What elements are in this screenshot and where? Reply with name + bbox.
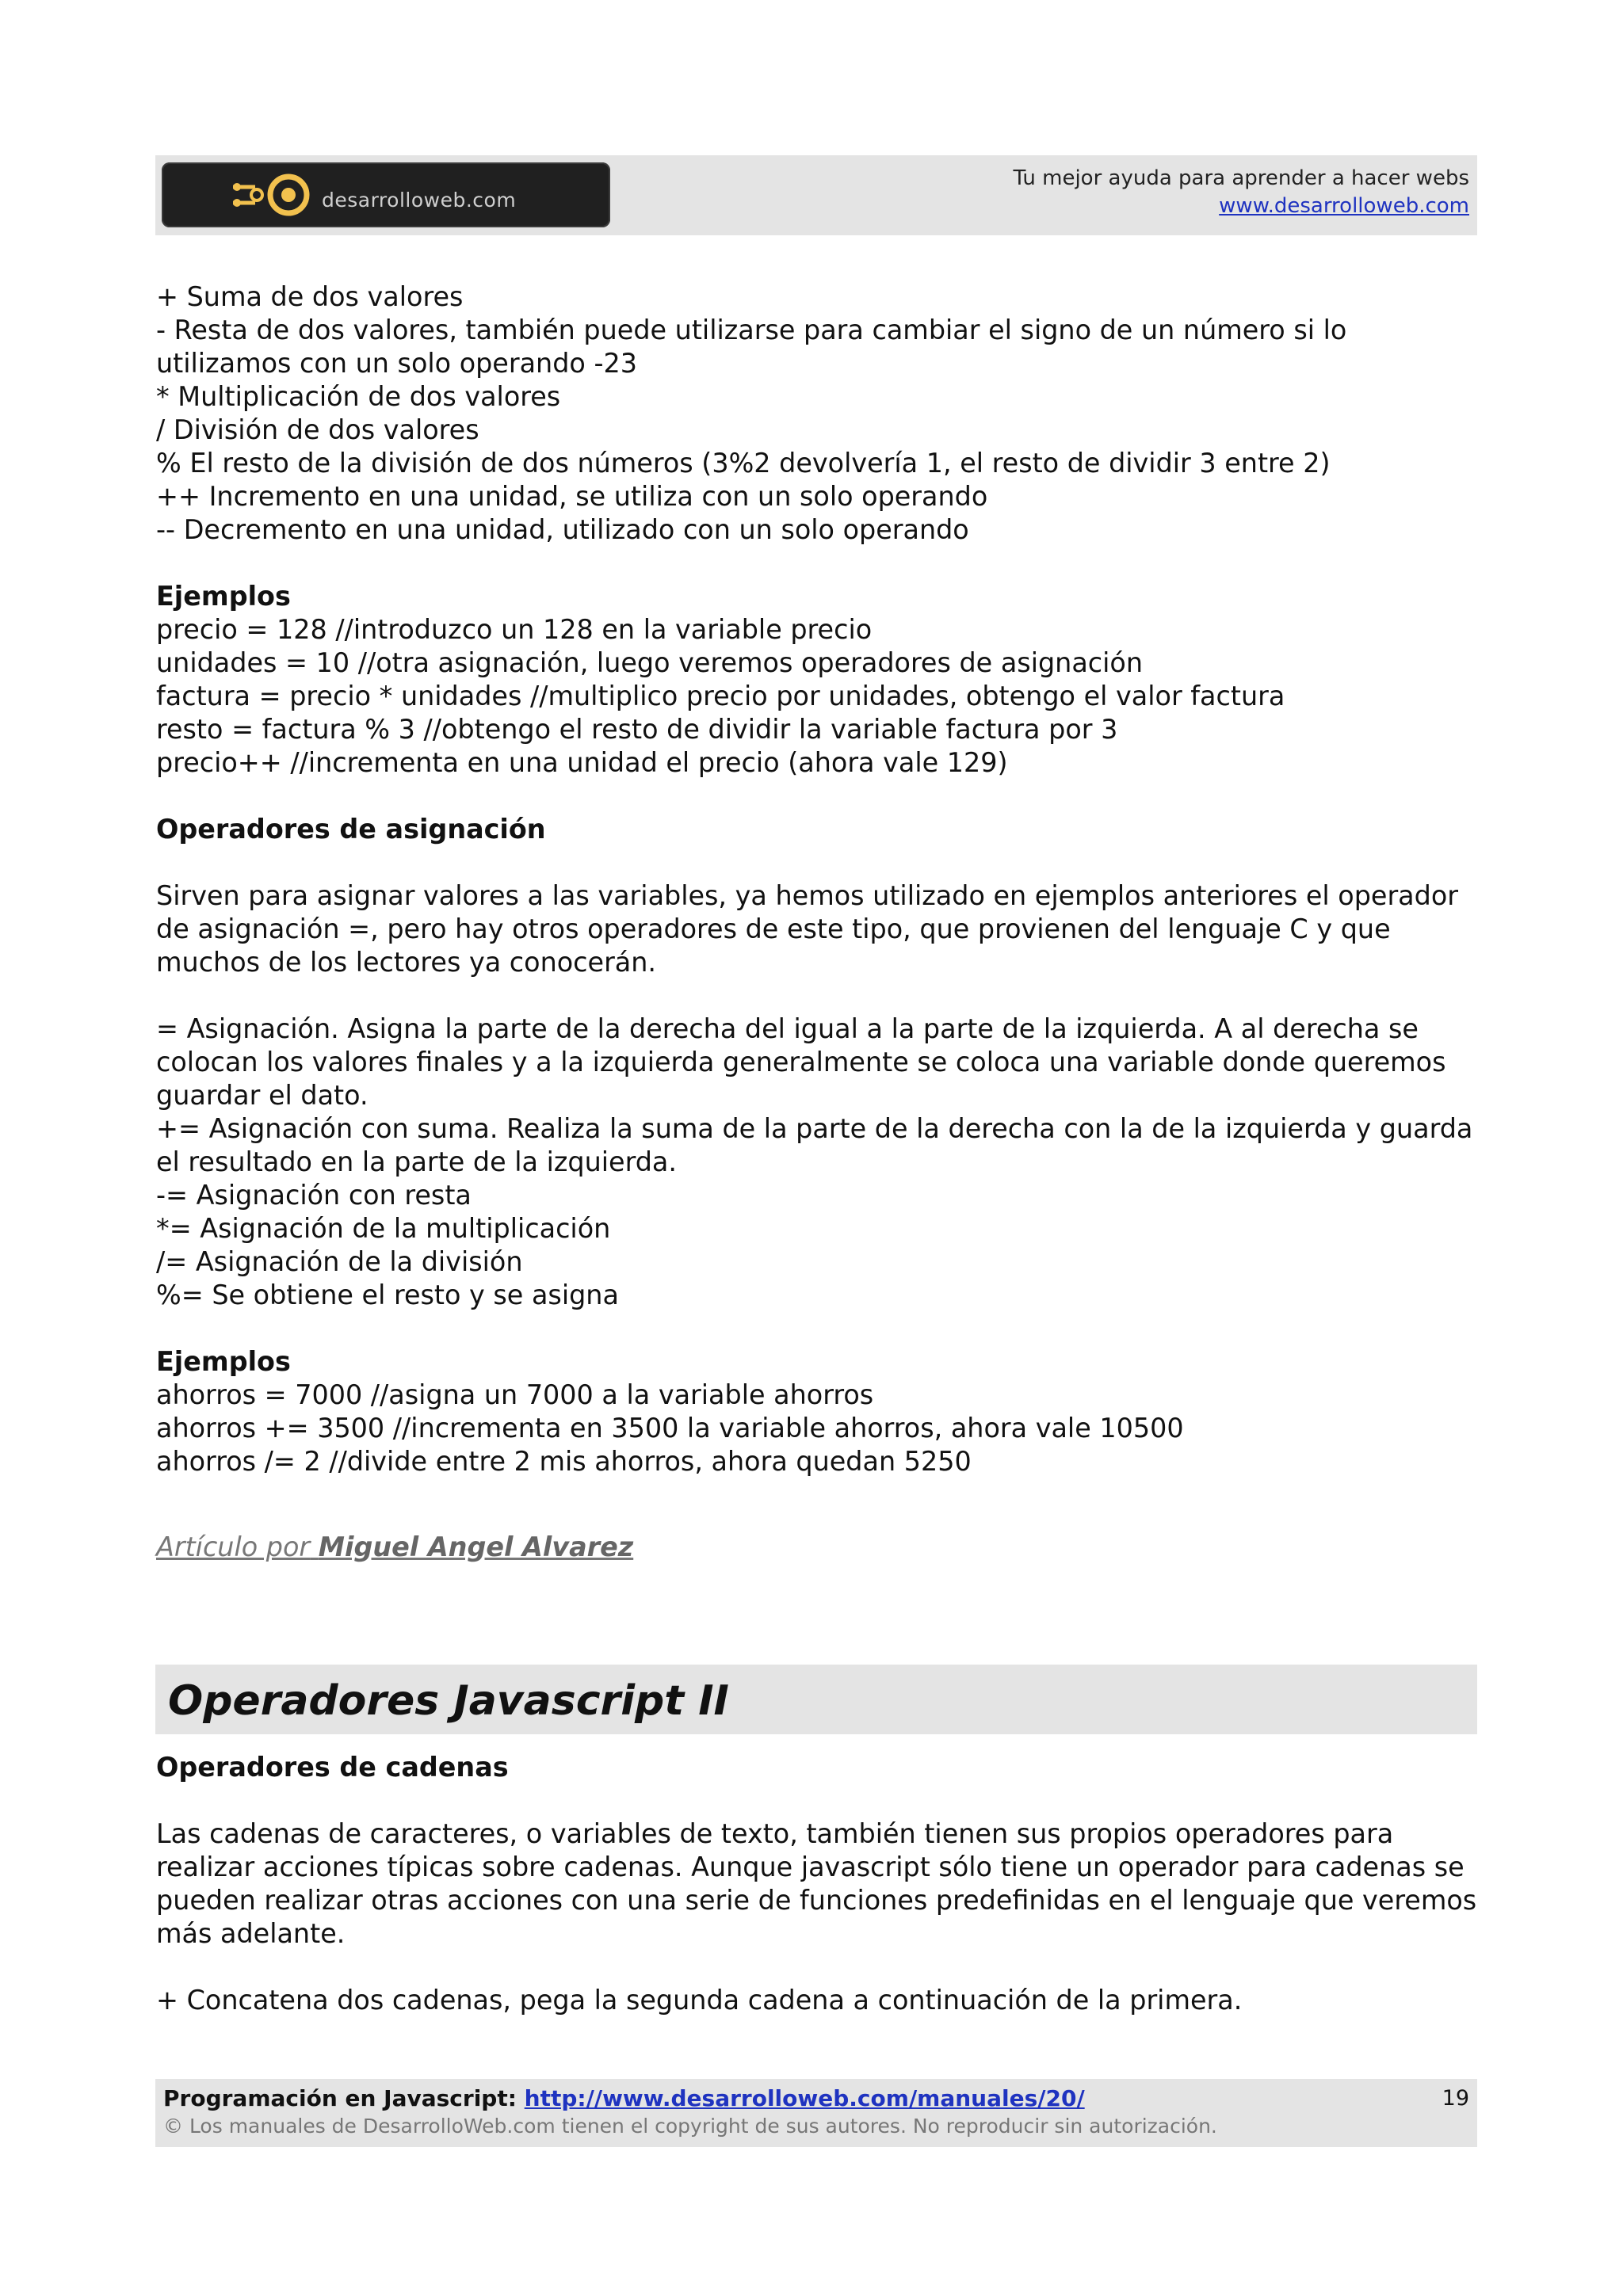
- example-line: ahorros = 7000 //asigna un 7000 a la variable ahorros: [156, 1379, 874, 1410]
- assignment-operator-line: = Asignación. Asigna la parte de la derecha del igual a la parte de la izquierda. A al derecha se colocan los valores finales y a la izquierda generalmente se coloca una variable donde queremos guardar el dato.: [156, 1013, 1446, 1111]
- footer-copyright: © Los manuales de DesarrolloWeb.com tienen el copyright de sus autores. No reproducir sin autorización.: [163, 2115, 1217, 2138]
- site-logo[interactable]: [162, 162, 610, 227]
- operator-line: % El resto de la división de dos números (3%2 devolvería 1, el resto de dividir 3 entre 2): [156, 448, 1331, 479]
- main-content: [156, 280, 1480, 1478]
- header-tagline-block: [1013, 165, 1469, 220]
- operator-line: + Suma de dos valores: [156, 281, 464, 312]
- example-line: ahorros += 3500 //incrementa en 3500 la variable ahorros, ahora vale 10500: [156, 1413, 1184, 1444]
- operator-line: - Resta de dos valores, también puede utilizarse para cambiar el signo de un número si lo utilizamos con un solo operando -23: [156, 315, 1347, 379]
- header-tagline: Tu mejor ayuda para aprender a hacer webs: [1013, 166, 1469, 190]
- assignment-operator-line: /= Asignación de la división: [156, 1246, 523, 1277]
- footer-manual-line: [163, 2085, 1085, 2112]
- example-line: ahorros /= 2 //divide entre 2 mis ahorros, ahora quedan 5250: [156, 1446, 972, 1477]
- page-header: [155, 155, 1477, 235]
- header-site-link[interactable]: www.desarrolloweb.com: [1219, 194, 1469, 218]
- section-title-bar: [155, 1665, 1477, 1734]
- assignment-operator-line: -= Asignación con resta: [156, 1180, 472, 1211]
- byline-author-link[interactable]: Miguel Angel Alvarez: [318, 1531, 634, 1562]
- logo-text: desarrolloweb.com: [322, 189, 517, 212]
- operator-line: ++ Incremento en una unidad, se utiliza con un solo operando: [156, 481, 988, 512]
- operator-line: * Multiplicación de dos valores: [156, 381, 561, 412]
- assignment-heading: Operadores de asignación: [156, 814, 546, 845]
- page-footer: [155, 2079, 1477, 2147]
- operator-line: -- Decremento en una unidad, utilizado con un solo operando: [156, 514, 969, 545]
- footer-manual-link[interactable]: http://www.desarrolloweb.com/manuales/20/: [524, 2085, 1085, 2111]
- article-byline[interactable]: [156, 1531, 633, 1564]
- page-number: 19: [1442, 2086, 1469, 2111]
- assignment-intro: Sirven para asignar valores a las variables, ya hemos utilizado en ejemplos anteriores el operador de asignación =, pero hay otros operadores de este tipo, que provienen del lenguaje C y que muchos de los lectores ya conocerán.: [156, 880, 1458, 978]
- example-line: factura = precio * unidades //multiplico precio por unidades, obtengo el valor factura: [156, 681, 1285, 711]
- examples-heading: Ejemplos: [156, 581, 291, 612]
- string-operators-paragraph: Las cadenas de caracteres, o variables de texto, también tienen sus propios operadores para realizar acciones típicas sobre cadenas. Aunque javascript sólo tiene un operador para cadenas se pueden realizar otras acciones con una serie de funciones predefinidas en el lenguaje que veremos más adelante.: [156, 1818, 1477, 1949]
- assignment-operator-line: += Asignación con suma. Realiza la suma de la parte de la derecha con la de la izquierda y guarda el resultado en la parte de la izquierda.: [156, 1113, 1473, 1177]
- example-line: unidades = 10 //otra asignación, luego veremos operadores de asignación: [156, 647, 1144, 678]
- examples-heading: Ejemplos: [156, 1346, 291, 1377]
- byline-prefix: Artículo por: [156, 1531, 311, 1562]
- logo-mark-icon: [233, 174, 320, 216]
- string-operators-heading: Operadores de cadenas: [156, 1752, 509, 1783]
- operator-line: / División de dos valores: [156, 414, 479, 445]
- section-title: Operadores Javascript II: [168, 1677, 729, 1725]
- example-line: resto = factura % 3 //obtengo el resto de dividir la variable factura por 3: [156, 714, 1118, 745]
- assignment-operator-line: %= Se obtiene el resto y se asigna: [156, 1280, 619, 1310]
- assignment-operator-line: *= Asignación de la multiplicación: [156, 1213, 611, 1244]
- footer-manual-label: Programación en Javascript:: [163, 2085, 517, 2111]
- concat-operator-line: + Concatena dos cadenas, pega la segunda cadena a continuación de la primera.: [156, 1985, 1243, 2016]
- example-line: precio++ //incrementa en una unidad el precio (ahora vale 129): [156, 747, 1008, 778]
- section2-content: [156, 1751, 1480, 2017]
- example-line: precio = 128 //introduzco un 128 en la variable precio: [156, 614, 873, 645]
